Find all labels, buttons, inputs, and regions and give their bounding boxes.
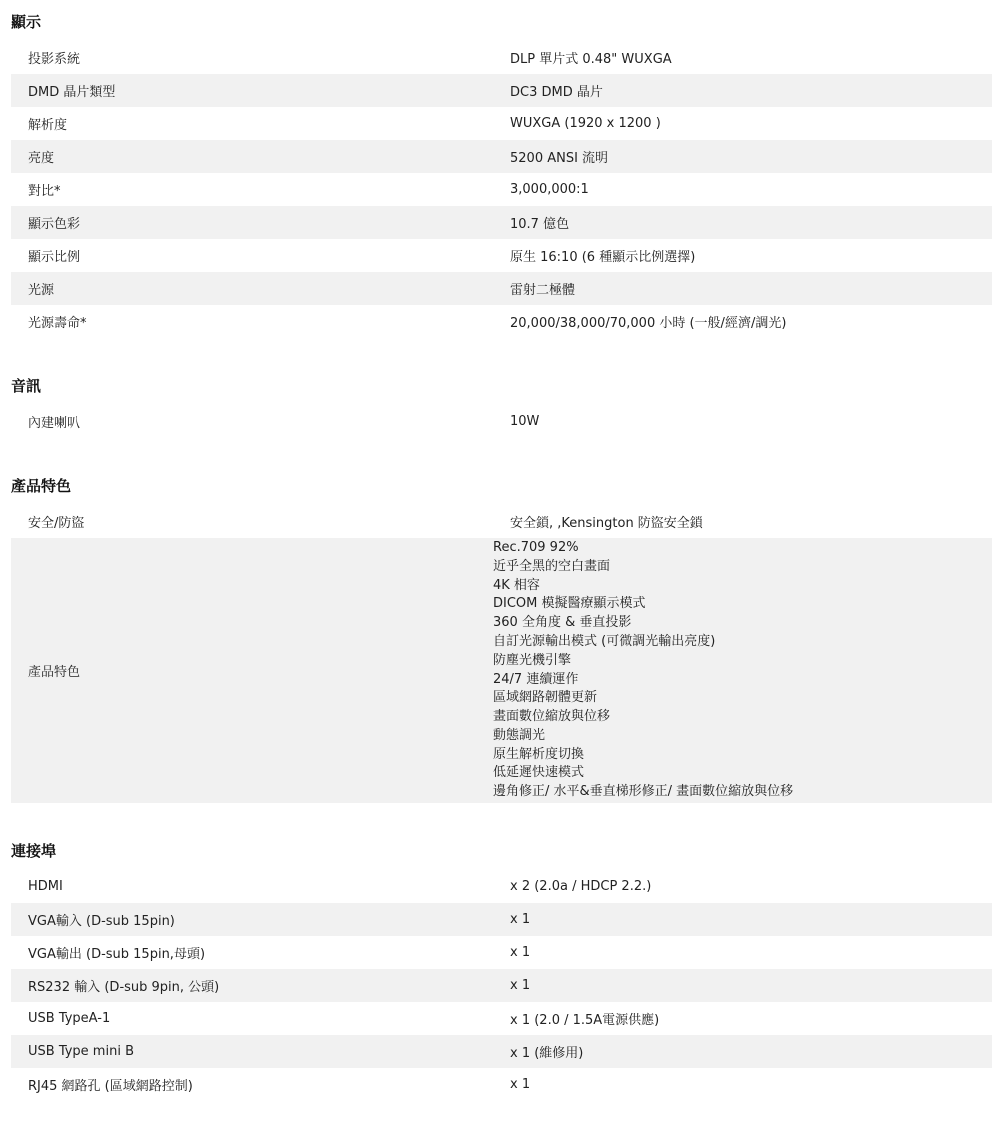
- spec-value: 原生 16:10 (6 種顯示比例選擇): [510, 250, 696, 265]
- spec-value: 3,000,000:1: [510, 182, 589, 197]
- spec-label: 安全/防盜: [28, 516, 85, 531]
- list-item: 動態調光: [493, 727, 546, 743]
- table-row: [11, 870, 992, 903]
- spec-value: 安全鎖, ,Kensington 防盜安全鎖: [510, 516, 703, 531]
- spec-label: RJ45 網路孔 (區域網路控制): [28, 1079, 193, 1094]
- spec-value: 5200 ANSI 流明: [510, 151, 609, 166]
- spec-label: 光源壽命*: [28, 316, 87, 331]
- table-row: [11, 1068, 992, 1101]
- spec-label: 顯示比例: [28, 250, 81, 265]
- table-row: [11, 1035, 992, 1068]
- section-title-display: 顯示: [11, 13, 42, 31]
- table-row: [11, 305, 992, 338]
- spec-label: VGA輸入 (D-sub 15pin): [28, 914, 175, 929]
- spec-value: 10W: [510, 414, 540, 429]
- table-row: [11, 505, 992, 538]
- table-row: [11, 74, 992, 107]
- section-title-audio: 音訊: [11, 377, 42, 395]
- table-row: [11, 140, 992, 173]
- list-item: 邊角修正/ 水平&垂直梯形修正/ 畫面數位縮放與位移: [493, 784, 794, 800]
- spec-value: x 2 (2.0a / HDCP 2.2.): [510, 879, 652, 894]
- list-item: DICOM 模擬醫療顯示模式: [493, 596, 646, 612]
- table-row: [11, 936, 992, 969]
- table-row: [11, 41, 992, 74]
- list-item: 區域網路韌體更新: [493, 690, 598, 706]
- spec-label: 投影系統: [28, 52, 81, 67]
- spec-value: x 1: [510, 1077, 531, 1092]
- list-item: 畫面數位縮放與位移: [493, 709, 611, 725]
- table-row: [11, 538, 992, 803]
- table-row: [11, 272, 992, 305]
- section-title-features: 產品特色: [11, 477, 72, 495]
- spec-label: HDMI: [28, 879, 63, 894]
- table-row: [11, 969, 992, 1002]
- display-spec-table: [11, 41, 992, 338]
- table-row: [11, 107, 992, 140]
- list-item: 低延遲快速模式: [493, 765, 585, 781]
- table-row: [11, 1002, 992, 1035]
- table-row: [11, 239, 992, 272]
- spec-label: 光源: [28, 283, 55, 298]
- spec-label: 對比*: [28, 184, 61, 199]
- spec-value: x 1: [510, 945, 531, 960]
- spec-value: x 1: [510, 912, 531, 927]
- list-item: Rec.709 92%: [493, 539, 579, 555]
- table-row: [11, 173, 992, 206]
- spec-label: USB TypeA-1: [28, 1011, 111, 1026]
- spec-label: 內建喇叭: [28, 416, 81, 431]
- list-item: 24/7 連續運作: [493, 671, 579, 687]
- features-spec-table: [11, 505, 992, 803]
- spec-label: 亮度: [28, 151, 55, 166]
- table-row: [11, 903, 992, 936]
- spec-value: DC3 DMD 晶片: [510, 85, 603, 100]
- spec-label: USB Type mini B: [28, 1044, 134, 1059]
- feature-list: [493, 538, 992, 803]
- list-item: 近乎全黑的空白畫面: [493, 558, 611, 574]
- table-row: [11, 206, 992, 239]
- spec-value: WUXGA (1920 x 1200 ): [510, 116, 661, 131]
- spec-label: DMD 晶片類型: [28, 85, 116, 100]
- list-item: 原生解析度切換: [493, 746, 585, 762]
- spec-label: VGA輸出 (D-sub 15pin,母頭): [28, 947, 206, 962]
- connectivity-spec-table: [11, 870, 992, 1101]
- spec-label: 解析度: [28, 118, 68, 133]
- list-item: 360 全角度 & 垂直投影: [493, 615, 632, 631]
- spec-label: RS232 輸入 (D-sub 9pin, 公頭): [28, 980, 220, 995]
- audio-spec-table: [11, 405, 992, 438]
- list-item: 防塵光機引擎: [493, 652, 572, 668]
- spec-value: x 1 (2.0 / 1.5A電源供應): [510, 1013, 660, 1028]
- spec-value: 雷射二極體: [510, 283, 576, 298]
- spec-value: DLP 單片式 0.48" WUXGA: [510, 52, 672, 67]
- spec-value: x 1: [510, 978, 531, 993]
- spec-label: 顯示色彩: [28, 217, 81, 232]
- spec-value: x 1 (維修用): [510, 1046, 584, 1061]
- spec-label: 產品特色: [28, 665, 81, 680]
- list-item: 自訂光源輸出模式 (可微調光輸出亮度): [493, 633, 716, 649]
- table-row: [11, 405, 992, 438]
- spec-value: 20,000/38,000/70,000 小時 (一般/經濟/調光): [510, 316, 787, 331]
- list-item: 4K 相容: [493, 577, 540, 593]
- section-title-connectivity: 連接埠: [11, 842, 57, 860]
- spec-value: 10.7 億色: [510, 217, 570, 232]
